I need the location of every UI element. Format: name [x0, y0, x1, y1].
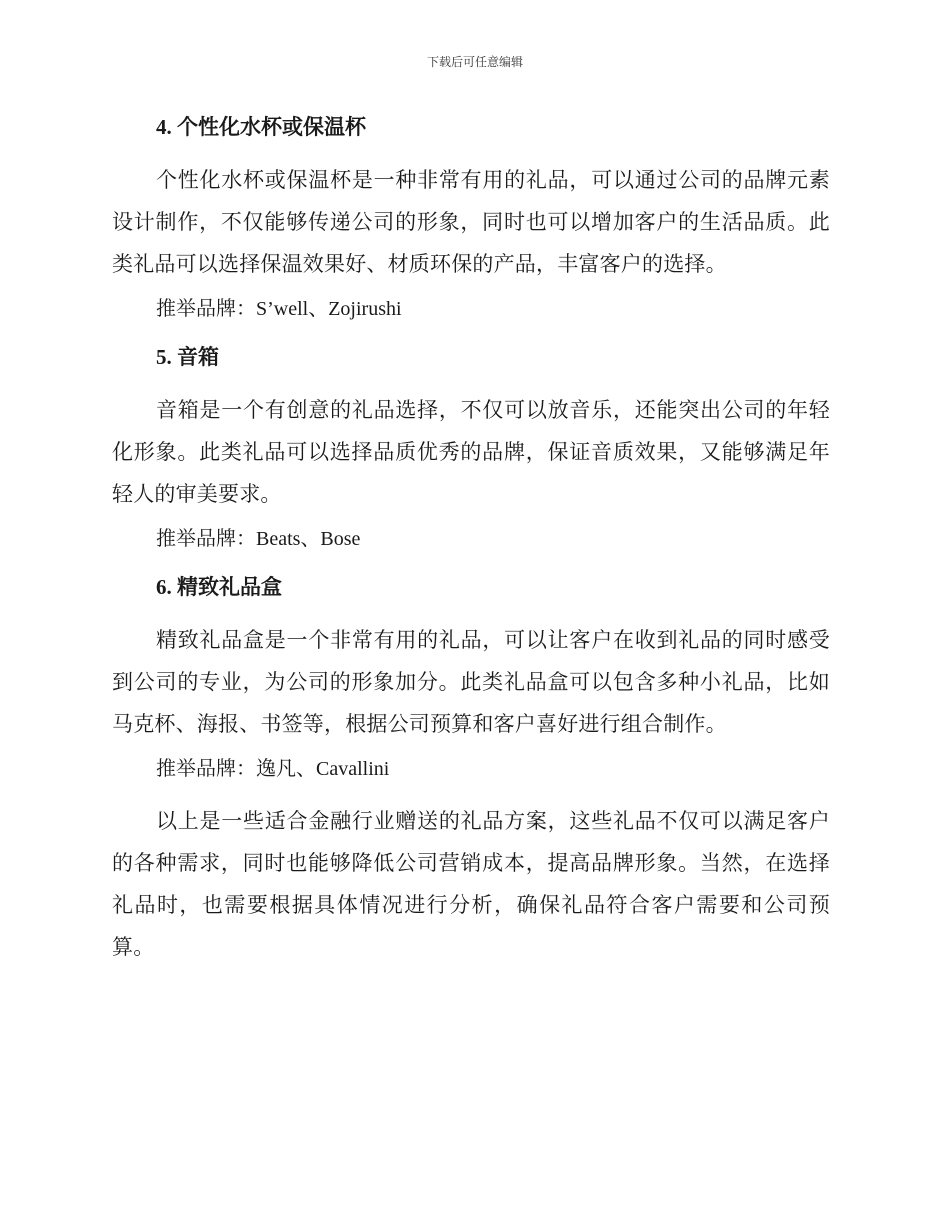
recommended-brands: 推举品牌：逸凡、Cavallini	[156, 758, 390, 780]
section-5	[112, 340, 830, 570]
conclusion-paragraph: 以上是一些适合金融行业赠送的礼品方案，这些礼品不仅可以满足客户的各种需求，同时也能够降低公司营销成本，提高品牌形象。当然，在选择礼品时，也需要根据具体情况进行分析，确保礼品符合客户需要和公司预算。	[112, 809, 830, 959]
section-heading: 4. 个性化水杯或保温杯	[156, 115, 366, 139]
section-6	[112, 570, 830, 800]
section-paragraph: 精致礼品盒是一个非常有用的礼品，可以让客户在收到礼品的同时感受到公司的专业，为公司的形象加分。此类礼品盒可以包含多种小礼品，比如马克杯、海报、书签等，根据公司预算和客户喜好进行组合制作。	[112, 628, 830, 736]
section-heading: 6. 精致礼品盒	[156, 575, 282, 599]
section-4	[112, 110, 830, 340]
page-header: 下载后可任意编辑	[426, 55, 523, 69]
section-heading: 5. 音箱	[156, 345, 219, 369]
document-body	[112, 110, 830, 968]
recommended-brands: 推举品牌：Beats、Bose	[156, 528, 361, 550]
section-paragraph: 个性化水杯或保温杯是一种非常有用的礼品，可以通过公司的品牌元素设计制作，不仅能够传递公司的形象，同时也可以增加客户的生活品质。此类礼品可以选择保温效果好、材质环保的产品，丰富客户的选择。	[112, 168, 830, 276]
recommended-brands: 推举品牌：S’well、Zojirushi	[156, 298, 402, 320]
section-paragraph: 音箱是一个有创意的礼品选择，不仅可以放音乐，还能突出公司的年轻化形象。此类礼品可以选择品质优秀的品牌，保证音质效果，又能够满足年轻人的审美要求。	[112, 398, 830, 506]
